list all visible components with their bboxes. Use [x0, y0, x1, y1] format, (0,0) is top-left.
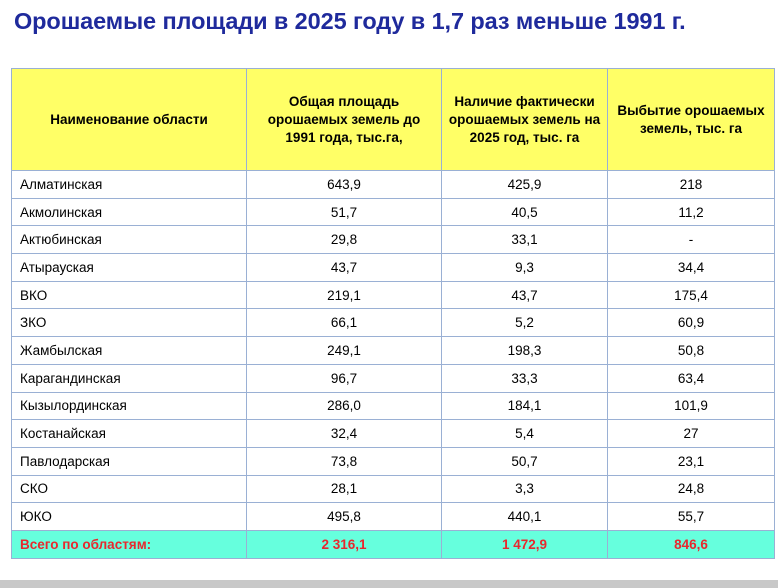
cell-area-1991: 286,0 — [247, 392, 442, 420]
cell-area-2025: 3,3 — [442, 475, 608, 503]
table-row — [12, 309, 775, 337]
cell-region: Актюбинская — [12, 226, 247, 254]
cell-area-2025: 425,9 — [442, 171, 608, 199]
table-row — [12, 420, 775, 448]
cell-area-1991: 73,8 — [247, 447, 442, 475]
irrigation-table — [11, 68, 775, 559]
total-cell-region: Всего по областям: — [12, 530, 247, 558]
cell-region: Костанайская — [12, 420, 247, 448]
table-row — [12, 392, 775, 420]
cell-region: Акмолинская — [12, 198, 247, 226]
cell-area-1991: 51,7 — [247, 198, 442, 226]
cell-area-1991: 643,9 — [247, 171, 442, 199]
total-cell-area-2025: 1 472,9 — [442, 530, 608, 558]
cell-area-2025: 33,3 — [442, 364, 608, 392]
cell-lost: 218 — [608, 171, 775, 199]
cell-area-1991: 29,8 — [247, 226, 442, 254]
table-row — [12, 447, 775, 475]
cell-lost: 11,2 — [608, 198, 775, 226]
header-row — [12, 69, 775, 171]
total-row — [12, 530, 775, 558]
table-row — [12, 337, 775, 365]
cell-area-2025: 43,7 — [442, 281, 608, 309]
bottom-bar — [0, 580, 778, 588]
cell-region: ВКО — [12, 281, 247, 309]
cell-area-2025: 5,4 — [442, 420, 608, 448]
cell-area-2025: 5,2 — [442, 309, 608, 337]
header-actual-area-2025: Наличие фактически орошаемых земель на 2025 год, тыс. га — [442, 69, 608, 171]
cell-lost: 23,1 — [608, 447, 775, 475]
cell-lost: - — [608, 226, 775, 254]
cell-lost: 27 — [608, 420, 775, 448]
cell-region: Карагандинская — [12, 364, 247, 392]
cell-lost: 24,8 — [608, 475, 775, 503]
cell-region: Кызылординская — [12, 392, 247, 420]
cell-region: ЮКО — [12, 503, 247, 531]
cell-lost: 50,8 — [608, 337, 775, 365]
table-row — [12, 171, 775, 199]
cell-area-2025: 50,7 — [442, 447, 608, 475]
table-row — [12, 503, 775, 531]
cell-area-2025: 440,1 — [442, 503, 608, 531]
total-cell-lost: 846,6 — [608, 530, 775, 558]
cell-area-2025: 33,1 — [442, 226, 608, 254]
cell-region: Павлодарская — [12, 447, 247, 475]
table-row — [12, 198, 775, 226]
cell-area-1991: 66,1 — [247, 309, 442, 337]
table-row — [12, 254, 775, 282]
cell-area-1991: 249,1 — [247, 337, 442, 365]
cell-area-2025: 9,3 — [442, 254, 608, 282]
cell-area-1991: 43,7 — [247, 254, 442, 282]
cell-lost: 60,9 — [608, 309, 775, 337]
cell-lost: 101,9 — [608, 392, 775, 420]
table-row — [12, 226, 775, 254]
header-lost-area: Выбытие орошаемых земель, тыс. га — [608, 69, 775, 171]
cell-lost: 175,4 — [608, 281, 775, 309]
cell-area-1991: 219,1 — [247, 281, 442, 309]
cell-lost: 55,7 — [608, 503, 775, 531]
page-title: Орошаемые площади в 2025 году в 1,7 раз меньше 1991 г. — [14, 8, 686, 34]
cell-region: Атырауская — [12, 254, 247, 282]
cell-region: Алматинская — [12, 171, 247, 199]
cell-area-1991: 28,1 — [247, 475, 442, 503]
cell-region: СКО — [12, 475, 247, 503]
header-total-area-1991: Общая площадь орошаемых земель до 1991 года, тыс.га, — [247, 69, 442, 171]
cell-region: ЗКО — [12, 309, 247, 337]
cell-lost: 63,4 — [608, 364, 775, 392]
table-row — [12, 281, 775, 309]
cell-area-1991: 32,4 — [247, 420, 442, 448]
total-cell-area-1991: 2 316,1 — [247, 530, 442, 558]
table-row — [12, 475, 775, 503]
cell-area-2025: 184,1 — [442, 392, 608, 420]
cell-lost: 34,4 — [608, 254, 775, 282]
cell-area-1991: 96,7 — [247, 364, 442, 392]
cell-area-2025: 40,5 — [442, 198, 608, 226]
cell-area-1991: 495,8 — [247, 503, 442, 531]
table-row — [12, 364, 775, 392]
cell-region: Жамбылская — [12, 337, 247, 365]
header-region: Наименование области — [12, 69, 247, 171]
cell-area-2025: 198,3 — [442, 337, 608, 365]
